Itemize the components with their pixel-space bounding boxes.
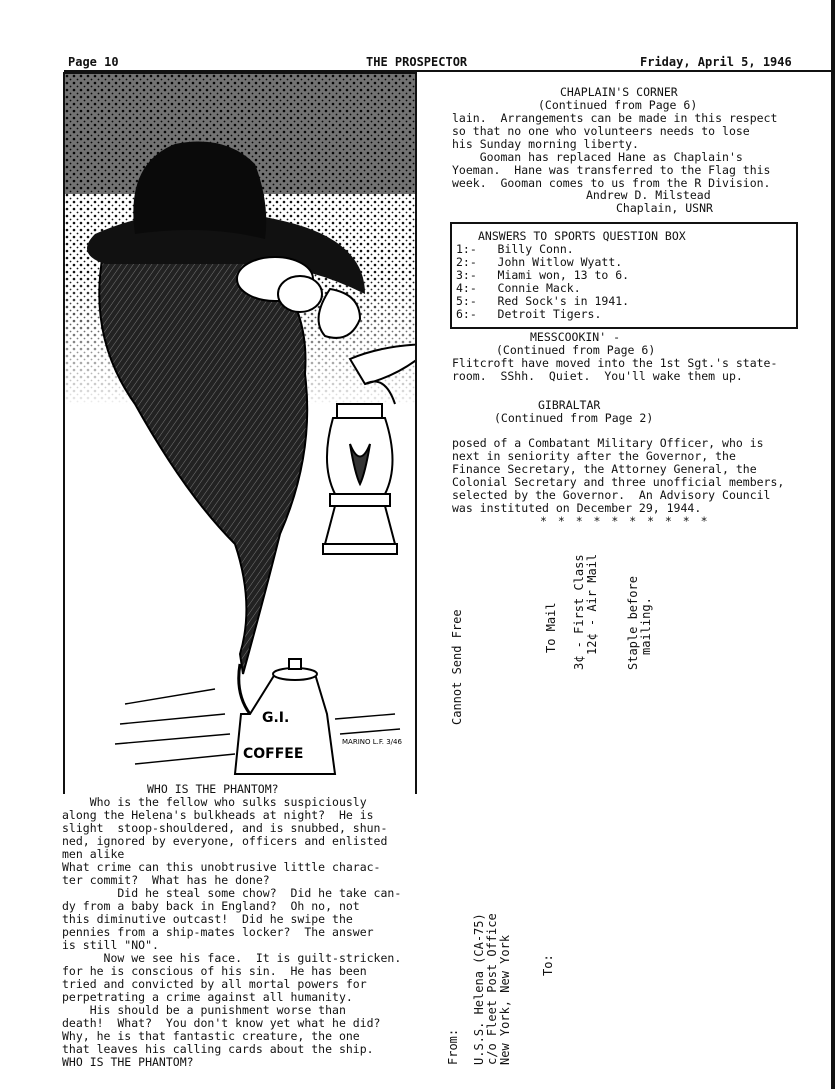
phantom-line: tried and convicted by all mortal powers for <box>62 977 367 991</box>
from-label: From: <box>446 1028 460 1065</box>
staple-note-2: mailing. <box>639 597 653 655</box>
chaplain-line: Gooman has replaced Hane as Chaplain's <box>452 150 743 164</box>
chaplain-line: Yoeman. Hane was transferred to the Flag this <box>452 163 771 177</box>
gibraltar-line: next in seniority after the Governor, the <box>452 449 736 463</box>
phantom-line: pennies from a ship-mates locker? The answer <box>62 925 374 939</box>
messcookin-line: room. SShh. Quiet. You'll wake them up. <box>452 369 743 383</box>
phantom-cartoon <box>63 72 417 794</box>
phantom-line: slight stoop-shouldered, and is snubbed, shun- <box>62 821 388 835</box>
messcookin-continued: (Continued from Page 6) <box>496 343 656 357</box>
from-address-1: U.S.S. Helena (CA-75) <box>472 913 486 1065</box>
sports-answer: 5:- Red Sock's in 1941. <box>456 294 630 308</box>
chaplain-continued: (Continued from Page 6) <box>538 98 698 112</box>
from-address-3: New York, New York <box>498 934 512 1065</box>
gibraltar-title: GIBRALTAR <box>538 398 601 412</box>
paper-title: THE PROSPECTOR <box>366 55 468 69</box>
messcookin-title: MESSCOOKIN' - <box>530 330 621 344</box>
sports-answer: 3:- Miami won, 13 to 6. <box>456 268 630 282</box>
phantom-line: Now we see his face. It is guilt-stricken. <box>62 951 402 965</box>
chaplain-title: CHAPLAIN'S CORNER <box>560 85 678 99</box>
coffee-label: G.I. <box>262 710 290 726</box>
sports-answer: 1:- Billy Conn. <box>456 242 574 256</box>
gibraltar-line: Colonial Secretary and three unofficial members, <box>452 475 785 489</box>
phantom-line: Why, he is that fantastic creature, the one <box>62 1029 360 1043</box>
chaplain-line: his Sunday morning liberty. <box>452 137 639 151</box>
gibraltar-line: was instituted on December 29, 1944. <box>452 501 702 515</box>
staple-note: Staple before <box>626 576 640 670</box>
sports-title: ANSWERS TO SPORTS QUESTION BOX <box>478 229 686 243</box>
messcookin-line: Flitcroft have moved into the 1st Sgt.'s state- <box>452 356 778 370</box>
phantom-line: men alike <box>62 847 125 861</box>
sports-answers-box <box>450 222 798 329</box>
phantom-line: ned, ignored by everyone, officers and enlisted <box>62 834 388 848</box>
to-mail: To Mail <box>544 602 558 653</box>
chaplain-rank: Chaplain, USNR <box>616 201 713 215</box>
page-number: Page 10 <box>68 55 119 69</box>
phantom-line: that leaves his calling cards about the ship. <box>62 1042 374 1056</box>
chaplain-body <box>452 112 777 190</box>
gibraltar-continued: (Continued from Page 2) <box>494 411 654 425</box>
phantom-line: perpetrating a crime against all humanity. <box>62 990 353 1004</box>
cartoon-illustration <box>65 74 415 794</box>
phantom-body <box>62 796 401 1069</box>
cannot-send-free: Cannot Send Free <box>450 609 464 725</box>
phantom-line: Did he steal some chow? Did he take can- <box>62 886 402 900</box>
postage-air-mail: 12¢ - Air Mail <box>585 553 599 655</box>
gibraltar-line: Finance Secretary, the Attorney General, the <box>452 462 757 476</box>
gibraltar-line: selected by the Governor. An Advisory Council <box>452 488 771 502</box>
sports-answer: 6:- Detroit Tigers. <box>456 307 602 321</box>
gibraltar-line: posed of a Combatant Military Officer, who is <box>452 436 764 450</box>
section-stars: * * * * * * * * * * <box>540 514 710 528</box>
phantom-line: His should be a punishment worse than <box>62 1003 346 1017</box>
to-label: To: <box>541 954 555 976</box>
phantom-line: ter commit? What has he done? <box>62 873 270 887</box>
right-border <box>831 0 835 1089</box>
phantom-line: along the Helena's bulkheads at night? He is <box>62 808 374 822</box>
phantom-line: this diminutive outcast! Did he swipe the <box>62 912 353 926</box>
phantom-line: is still "NO". <box>62 938 159 952</box>
sports-answer: 2:- John Witlow Wyatt. <box>456 255 623 269</box>
phantom-title: WHO IS THE PHANTOM? <box>147 782 279 796</box>
chaplain-line: lain. Arrangements can be made in this respect <box>452 111 778 125</box>
chaplain-line: week. Gooman comes to us from the R Division. <box>452 176 771 190</box>
phantom-line: death! What? You don't know yet what he did? <box>62 1016 381 1030</box>
coffee-label-2: COFFEE <box>243 746 304 762</box>
issue-date: Friday, April 5, 1946 <box>640 55 792 69</box>
from-address-2: c/o Fleet Post Office <box>485 913 499 1065</box>
phantom-line: Who is the fellow who sulks suspiciously <box>62 795 367 809</box>
phantom-line: dy from a baby back in England? Oh no, not <box>62 899 360 913</box>
phantom-line: WHO IS THE PHANTOM? <box>62 1055 194 1069</box>
phantom-line: What crime can this unobtrusive little charac- <box>62 860 381 874</box>
chaplain-line: so that no one who volunteers needs to lose <box>452 124 750 138</box>
artist-signature: MARINO L.F. 3/46 <box>342 738 402 746</box>
postage-first-class: 3¢ - First Class <box>572 554 586 670</box>
sports-answer: 4:- Connie Mack. <box>456 281 581 295</box>
phantom-line: for he is conscious of his sin. He has been <box>62 964 367 978</box>
chaplain-signature: Andrew D. Milstead <box>586 188 711 202</box>
